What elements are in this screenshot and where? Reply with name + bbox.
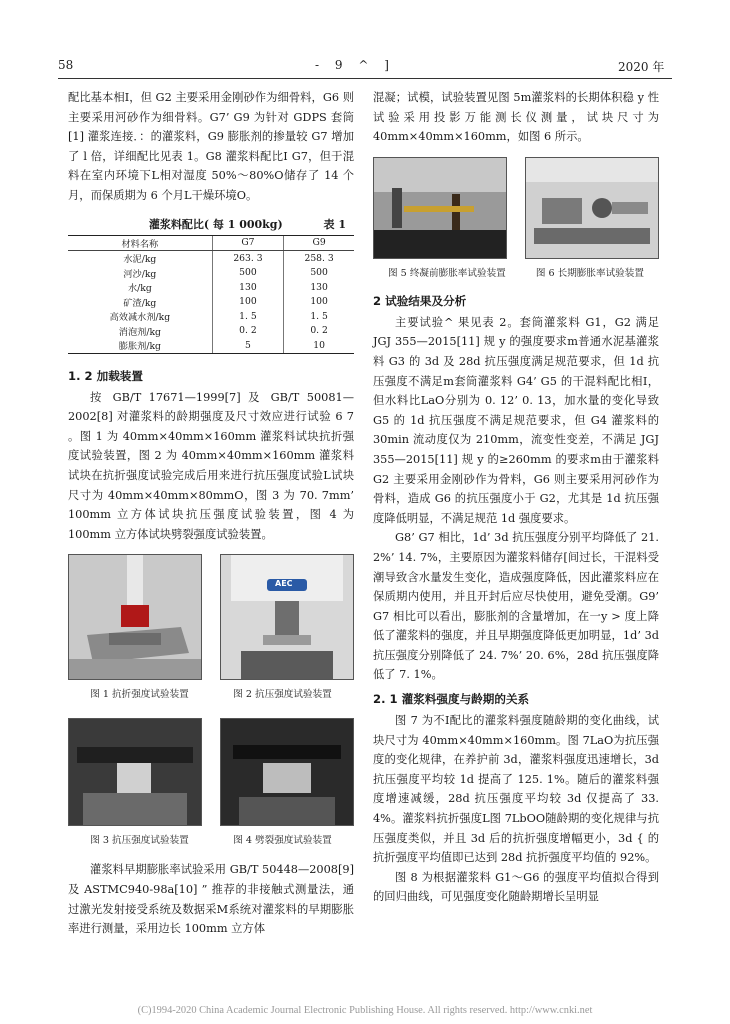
- continuation-paragraph: 混凝；试模，试验装置见图 5m灌浆料的长期体积稳 y 性试验采用投影万能测长仪测量，试块尺寸为 40mm×40mm×160mm，如图 6 所示。: [373, 91, 659, 144]
- figure-4-caption: 图 4 劈裂强度试验装置: [233, 835, 332, 847]
- mix-proportion-table: [68, 235, 354, 354]
- table-header-cell: 材料名称: [68, 235, 212, 251]
- section-heading: 2 试验结果及分析: [373, 293, 467, 308]
- table-header-cell: G9: [284, 235, 354, 251]
- figure-captions-1-2: [68, 680, 354, 700]
- age-strength-paragraph: 图 7 为不Ⅰ配比的灌浆料强度随龄期的变化曲线，试块尺寸为 40mm×40mm×160mm。图 7LaO为抗压强度的变化规律，在养护前 3d，灌浆料强度迅速增长，3d 抗压强度平均较 1d 提高了 125. 1%。随后的灌浆料强度增速减缓，28d 抗压强度平均较 3d 仅提高了 33. 4%。灌浆料抗折强度L图 7LbOO随龄期的变化规律与抗压强度类似，并且 3d 后的抗折强度增幅更小，3d { 的抗折强度平均值即已达到 28d 抗折强度平均值的 92%。: [373, 714, 659, 865]
- figure-row-3-4: [68, 718, 354, 826]
- figure-6-caption: 图 6 长期膨胀率试验装置: [535, 267, 644, 279]
- table-cell: 1. 5: [284, 309, 354, 324]
- section-heading: 2. 1 灌浆料强度与龄期的关系: [373, 692, 530, 707]
- table-caption: [68, 216, 354, 232]
- section-heading: 1. 2 加载装置: [68, 368, 143, 383]
- table-header-cell: G7: [212, 235, 283, 251]
- table-cell: 1. 5: [212, 309, 283, 324]
- figure-1-caption: 图 1 抗折强度试验装置: [90, 689, 189, 701]
- table-cell: 0. 2: [212, 324, 283, 339]
- figure-5-photo: [373, 157, 507, 259]
- figure-row-5-6: [373, 157, 659, 259]
- table-row: [68, 266, 354, 281]
- left-column: [68, 88, 354, 939]
- compression-test-illustration: [221, 555, 353, 679]
- table-cell: 0. 2: [284, 324, 354, 339]
- g8-comparison-paragraph: G8’ G7 相比，1d’ 3d 抗压强度分别平均降低了 21. 2%’ 14. 7%，主要原因为灌浆料储存[间过长，干混料受潮导致含水量发生变化，造成强度降低，因此灌浆料应在保质期内使用，并且开封后应尽快使用，避免受潮。G9’ G7 相比可以看出，膨胀剂的含量增加，在一y > 度上降低了灌浆料的强度，并且早期强度降低更加明显，1d’ 3d 抗压强度分别降低了 24. 7%’ 20. 6%，28d 抗压强度降低了 7. 1%。: [373, 531, 659, 682]
- table-cell: 消泡剂/kg: [118, 326, 161, 338]
- table-cell: 高效减水剂/kg: [109, 312, 171, 324]
- table-cell: 100: [284, 295, 354, 310]
- copyright-footer: (C)1994-2020 China Academic Journal Electronic Publishing House. All rights reserved. http://www.cnki.net: [137, 1005, 593, 1016]
- figure-3-caption: 图 3 抗压强度试验装置: [90, 835, 189, 847]
- table-cell: 10: [284, 338, 354, 353]
- journal-title: - 9 ^ ]: [315, 58, 395, 72]
- publication-year: 2020 年: [618, 60, 665, 74]
- table-cell: 水/kg: [127, 283, 152, 295]
- results-paragraph: 主要试验^ 果见表 2。套筒灌浆料 G1，G2 满足 JGJ 355—2015[11] 规 y 的强度要求m普通水泥基灌浆料 G3 的 3d 及 28d 抗压强度满足规范要求，但 1d 抗压强度不满足m套筒灌浆料 G4’ G5 的干混料配比相Ⅰ，但水料比LaO分别为 0. 12’ 0. 13，加水量的变化导致 G5 的 1d 抗压强度不满足规范要求，但 G4 灌浆料的 30min 流动度仅为 210mm，流变性变差，不满足 JGJ 355—2015[11] 规 y 的≥260mm 的要求m由于灌浆料 G2 主要采用金刚砂作为骨料，G6 则主要采用河砂作为骨料，造成 G6 的抗压强度小于 G2，尤其是 1d 抗压强度降低明显，不满足规范 1d 强度要求。: [373, 315, 659, 525]
- machine-brand-label: AEC: [275, 579, 293, 589]
- table-cell: 263. 3: [212, 251, 283, 266]
- length-comparator-illustration: [526, 158, 658, 258]
- table-cell: 258. 3: [284, 251, 354, 266]
- table-cell: 130: [284, 280, 354, 295]
- figure-2-caption: 图 2 抗压强度试验装置: [233, 689, 332, 701]
- table-row: [68, 338, 354, 353]
- table-cell: 河沙/kg: [123, 268, 157, 280]
- table-cell: 130: [212, 280, 283, 295]
- figure-captions-5-6: [373, 259, 659, 279]
- right-column: [373, 88, 659, 907]
- table-row: [68, 324, 354, 339]
- figure-3-photo: [68, 718, 202, 826]
- table-row: [68, 280, 354, 295]
- figure-5-caption: 图 5 终凝前膨胀率试验装置: [388, 267, 506, 279]
- table-cell: 5: [212, 338, 283, 353]
- header-rule: [58, 78, 672, 79]
- splitting-test-illustration: [221, 719, 353, 825]
- intro-paragraph: 配比基本相Ⅰ，但 G2 主要采用金刚砂作为细骨料，G6 则主要采用河砂作为细骨料。G7’ G9 为针对 GDPS 套筒[1] 灌浆连接．：的灌浆料，G9 膨胀剂的掺量较 G7 增加了 l 倍，详细配比见表 1。G8 灌浆料配比Ⅰ G7，但于混料在室内环境下L相对湿度 50%～80%O储存了 14 个月，而保质期为 6 个月L干燥环境O。: [68, 91, 354, 202]
- table-number: 表 1: [323, 217, 346, 231]
- flexural-test-illustration: [69, 555, 201, 679]
- figure-1-photo: [68, 554, 202, 680]
- cube-compression-illustration: [69, 719, 201, 825]
- table-row: [68, 309, 354, 324]
- table-cell: 膨胀剂/kg: [68, 338, 212, 353]
- table-row: [68, 251, 354, 266]
- figure-row-1-2: [68, 554, 354, 680]
- table-cell: 500: [212, 266, 283, 281]
- regression-paragraph: 图 8 为根据灌浆料 G1～G6 的强度平均值拟合得到的回归曲线，可见强度变化随龄期增长呈明显: [373, 870, 659, 904]
- table-cell: 500: [284, 266, 354, 281]
- figure-6-photo: [525, 157, 659, 259]
- early-expansion-setup-illustration: [374, 158, 506, 258]
- loading-paragraph: 按 GB/T 17671—1999[7] 及 GB/T 50081—2002[8] 对灌浆料的龄期强度及尺寸效应进行试验 6 7 。图 1 为 40mm×40mm×160mm 灌浆料试块抗折强度试验装置，图 2 为 40mm×40mm×160mm 灌浆料试块在抗折强度试验完成后用来进行抗压强度试验L试块尺寸为 40mm×40mm×80mmO，图 3 为 70. 7mm’ 100mm 立方体试块抗压强度试验装置，图 4 为 100mm 立方体试块劈裂强度试验装置。: [68, 390, 354, 541]
- table-cell: 矿渣/kg: [123, 297, 157, 309]
- figure-2-photo: [220, 554, 354, 680]
- table-header-row: [68, 235, 354, 251]
- expansion-paragraph: 灌浆料早期膨胀率试验采用 GB/T 50448—2008[9] 及 ASTMC940-98a[10] ” 推荐的非接触式测量法，通过激光发射接受系统及数据采M系统对灌浆料的早期膨胀率进行测量，采用边长 100mm 立方体: [68, 863, 354, 936]
- table-cell: 100: [212, 295, 283, 310]
- figure-4-photo: [220, 718, 354, 826]
- figure-captions-3-4: [68, 826, 354, 846]
- page-number: 58: [58, 58, 74, 72]
- table-cell: 水泥/kg: [123, 254, 157, 266]
- table-row: [68, 295, 354, 310]
- table-title: 灌浆料配比( 每 1 000kg): [148, 217, 283, 231]
